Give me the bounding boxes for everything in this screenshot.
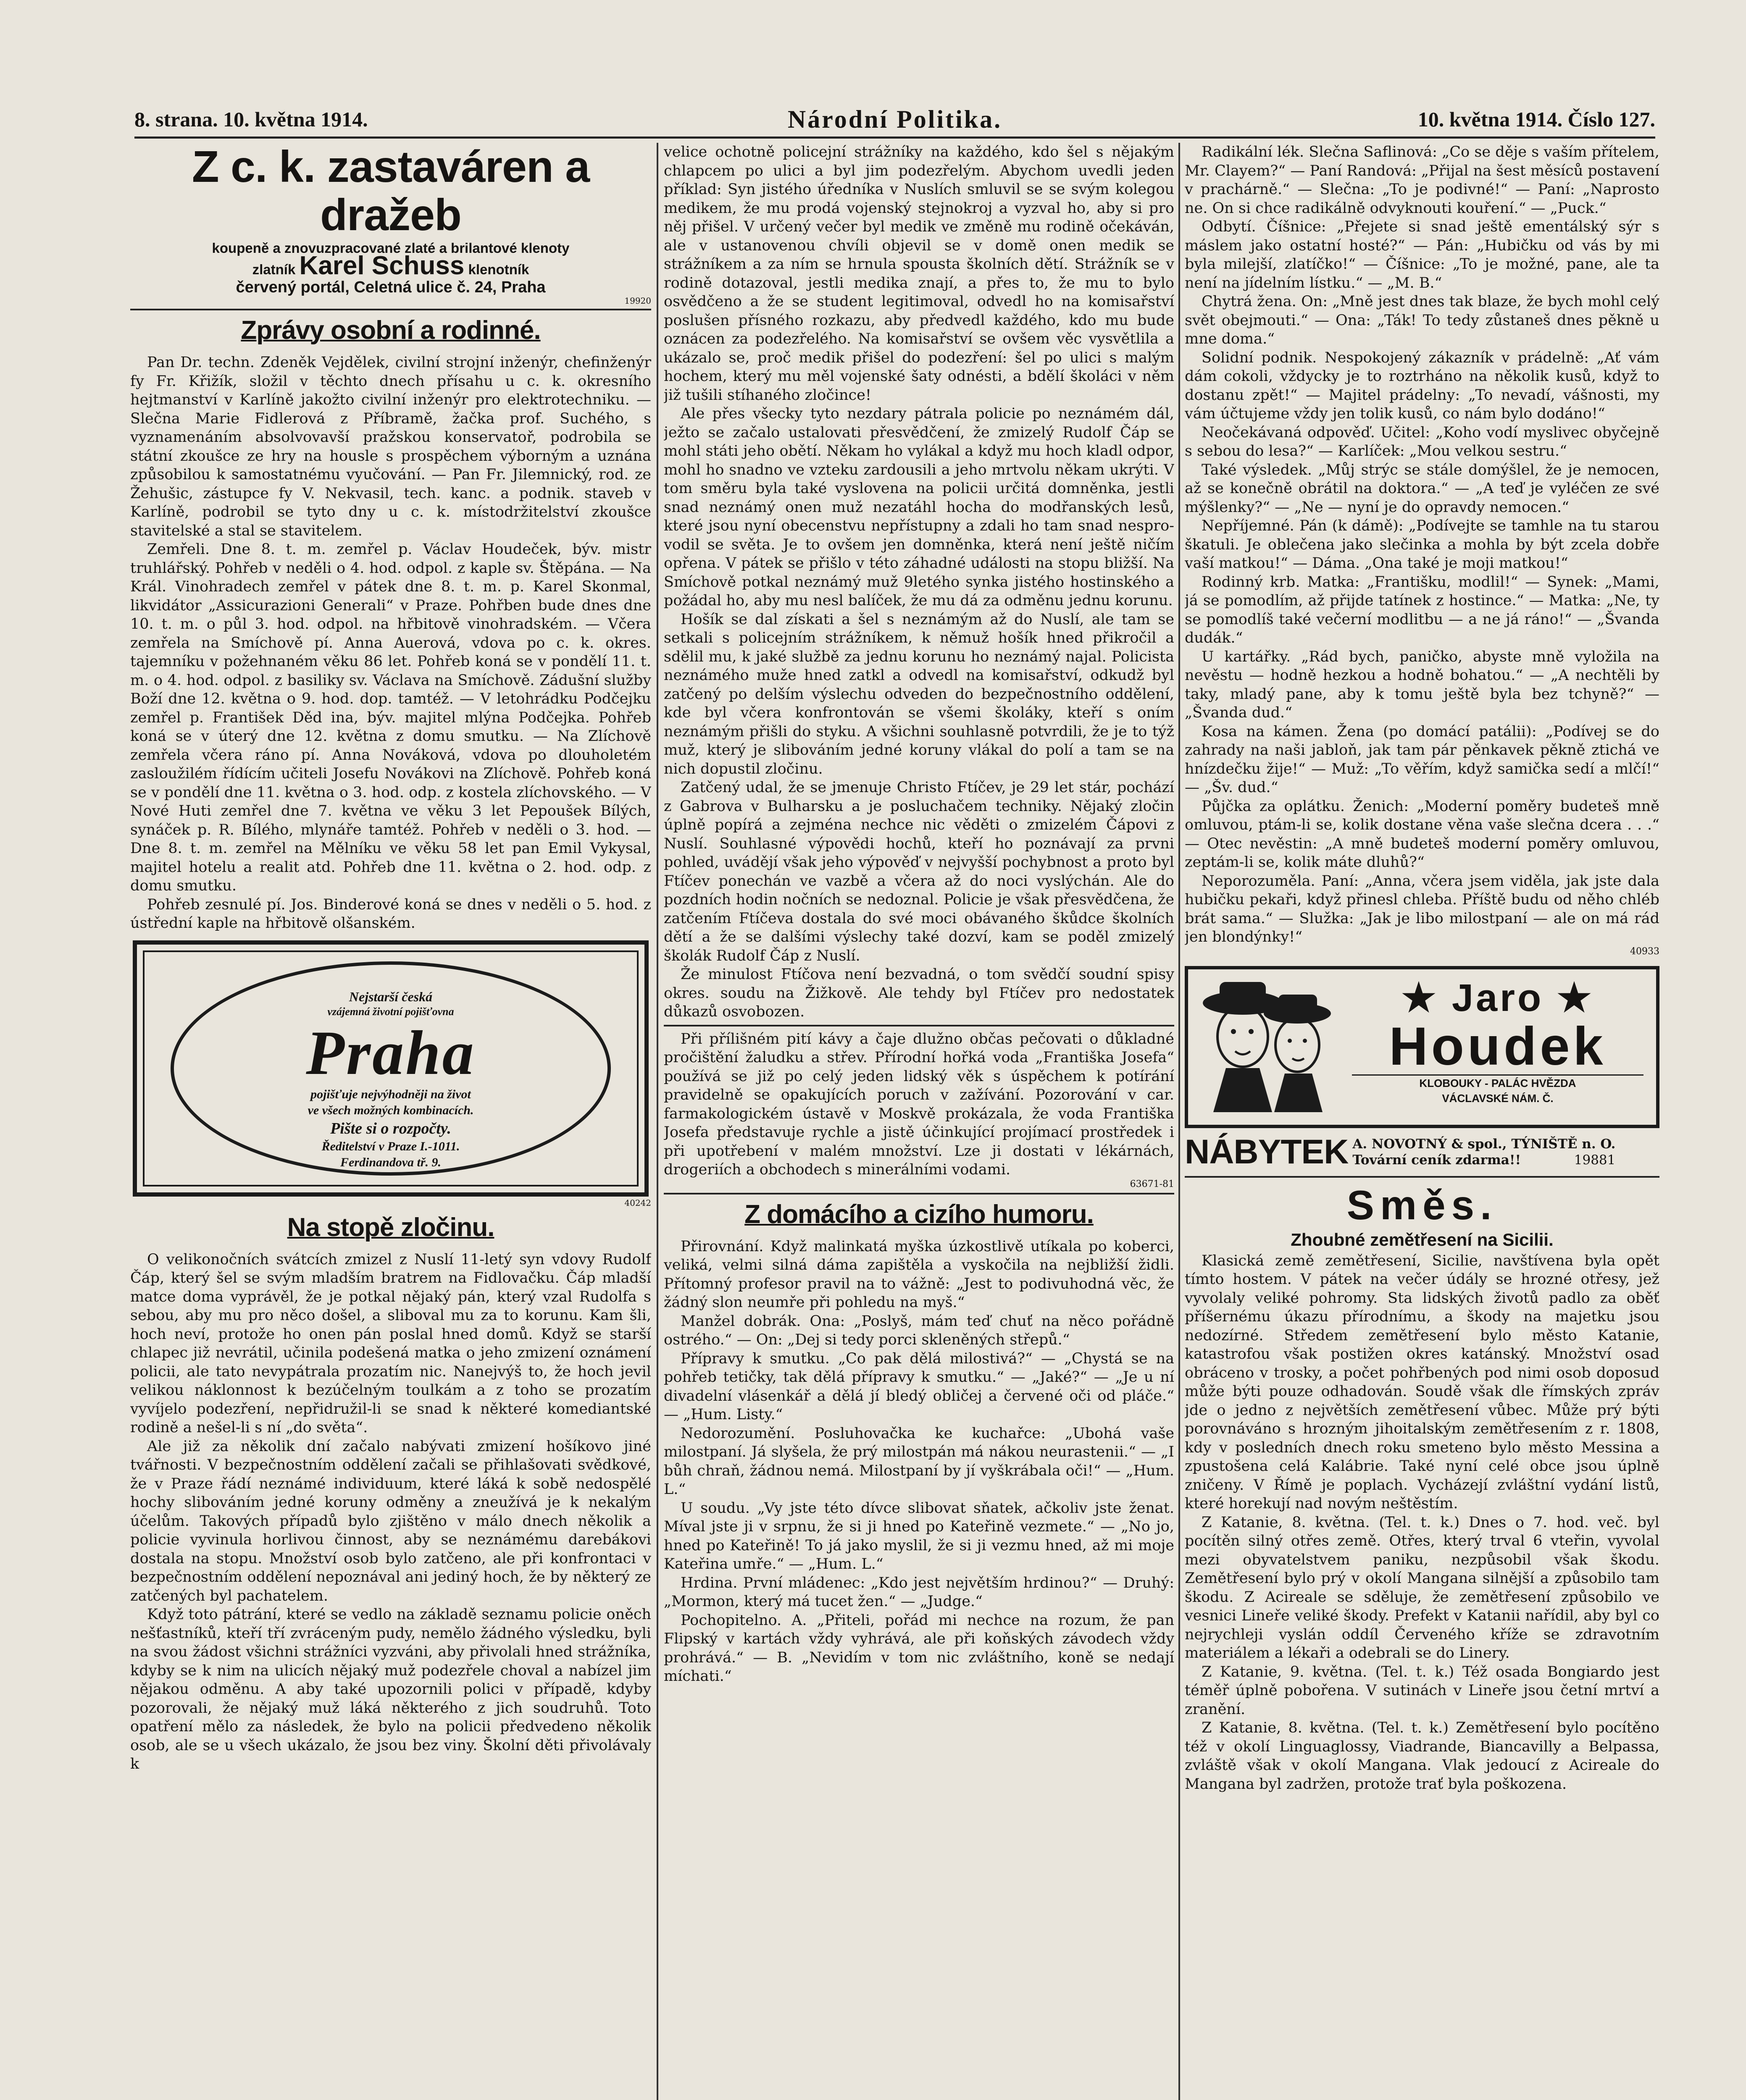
zpravy-paragraph: Pan Dr. techn. Zdeněk Vejdělek, civilní strojní inženýr, chefinženýr fy Fr. Křižík, složil v těchto dnech přísahu u c. k. okresního hejtmanství v Karlíně jakožto civilní inženýr pro elektrotechniku. — Slečna Marie Fidlerová z Příbramě, žačka prof. Suchého, s vyznamenáním absolvovavší pražskou konservatoř, podrobila se státní zkoušce ze hry na housle s prospěchem výborným a uznána způsobilou k samostatnému vyučování. — Pan Fr. Jilemnický, rod. ze Žehušic, zástupce fy V. Nekvasil, tech. kanc. a podnik. staveb v Karlíně, podrobil se tyto dny u c. k. místodržitelství zkoušce stavitelské a stal se stavitelem. <box>130 354 651 539</box>
zpravy-body <box>130 353 651 933</box>
zpravy-paragraph: Pohřeb zesnulé pí. Jos. Binderové koná se dnes v neděli o 5. hod. z ústřední kaple na hřbitově olšanském. <box>130 896 651 932</box>
stope-cont-paragraph: Zatčený udal, že se jmenuje Christo Ftíčev, je 29 let stár, pochází z Gabrova v Bulharsku a je posluchačem techniky. Nějaký zločin úplně popírá a zejména nechce nic věděti o zmizelém Čápovi z Nuslí. Souhlasné výpovědi hochů, kteří ho poznávají za prvni pohled, uvádějí však jeho výpověď v nejvyšší pochybnost a proto byl Ftíčev ponechán ve vazbě a včera až do noci vyslýchán. Ale do pozdních hodin nočních se nedoznal. Policie je však přesvědčena, že zatčením Ftíčeva dostala do své moci obávaného škůdce školních dětí a že se dalšími výslechy také dozví, kam se poděl zmizelý školák Rudolf Čáp z Nuslí. <box>664 779 1174 964</box>
humor-cont-paragraph: Neporozuměla. Paní: „Anna, včera jsem viděla, jak jste dala hubičku pekaři, když přinesl chleba. Příště budu od něho chléb brát sama.“ — Služka: „Jak je libo milostpaní — ale on má rád jen blondýnky!“ <box>1185 872 1659 945</box>
schuss-ad-line2 <box>130 251 651 280</box>
humor-paragraph: Manžel dobrák. Ona: „Poslyš, mám teď chuť na něco pořádně ostrého.“ — On: „Dej si tedy porci skleněných střepů.“ <box>664 1312 1174 1348</box>
stope-continued <box>664 143 1174 1021</box>
praha-ad-line6: Ředitelství v Praze I.-1011. <box>321 1139 460 1153</box>
jaro-ad-text <box>1344 977 1652 1106</box>
jaro-houdek-ad <box>1185 966 1659 1128</box>
schuss-ad-line1: koupeně a znovuzpracované zlaté a brilantové klenoty <box>212 240 570 256</box>
praha-ad-line5: Pište si o rozpočty. <box>330 1119 451 1137</box>
two-men-illustration <box>1196 978 1335 1112</box>
sicily-paragraph: Z Katanie, 8. května. (Tel. t. k.) Dnes o 7. hod. več. byl pocítěn silný otřes země. Otřes, který trval 6 vteřin, vyvolal mezi obyvatelstvem paniku, nezpůsobil však škodu. Zemětřesení bylo prý v okolí Mangana silnější a způsobilo tam škodu. Z Acireale se sděluje, že zemětřesení způsobilo ve vesnici Lineře veliké škody. Prefekt v Katanii nařídil, aby byl co nejrychleji vyslán oddíl Červeného kříže se zdravotním materiálem a lékaři a odebrali se do Linery. <box>1185 1514 1659 1662</box>
praha-ad-line4: ve všech možných kombinacích. <box>308 1103 474 1117</box>
humor-paragraph: U soudu. „Vy jste této dívce slibovat sňatek, ačkoliv jste ženat. Míval jste ji v srpnu, že si ji hned po Kateřině vezmete.“ — „No jo, hned po Kateřině! To já jako myslil, že si ji vezmu hned, až mi moje Kateřina umře.“ — „Hum. L.“ <box>664 1499 1174 1572</box>
humor-paragraph: Hrdina. První mládenec: „Kdo jest největším hrdinou?“ — Druhý: „Mormon, který má tucet žen.“ — „Judge.“ <box>664 1574 1174 1610</box>
newspaper-title: Národní Politika. <box>787 105 1002 133</box>
sicily-paragraph: Z Katanie, 8. května. (Tel. t. k.) Zemětřesení bylo pocítěno též v okolí Linguaglossy, Viadrande, Biancavilly a Belpassa, zvláště však v okolí Mangana. Vlak jedoucí z Acireale do Mangana byl zadržen, protože trať byla poškozena. <box>1185 1719 1659 1793</box>
separator <box>1185 1176 1659 1178</box>
column-1 <box>130 143 651 2100</box>
stope-cont-paragraph: Hošík se dal získati a šel s neznámým až do Nuslí, ale tam se setkali s policejním strážníkem, k němuž hošík hned přikročil a sdělil mu, k jaké službě za jednu korunu ho neznámý najal. Policista neznámého muže hned zatkl a odvedl na komisařství, odkudž byl zatčený po delším výslechu odveden do bezpečnostního oddělení, kde byl včera konfrontován se všemi školáky, kteří s oním neznámým přišli do styku. A všichni souhlasně potvrdili, že je to týž muž, který je slibováním jedné koruny vlákal do polí a tam se na nich dopustil zločinu. <box>664 611 1174 777</box>
header-issue: 10. května 1914. Číslo 127. <box>1417 108 1655 131</box>
sicily-paragraph: Z Katanie, 9. května. (Tel. t. k.) Též osada Bongiardo jest téměř úplně pobořena. V sutinách v Lineře jsou četní mrtví a zranění. <box>1185 1663 1659 1718</box>
jaro-ad-line2: Houdek <box>1389 1016 1607 1076</box>
column-rule-1 <box>657 143 658 2100</box>
humor-number: 40933 <box>1630 946 1659 957</box>
separator <box>664 1025 1174 1026</box>
schuss-ad-address: červený portál, Celetná ulice č. 24, Praha <box>236 278 546 296</box>
stope-title: Na stopě zločinu. <box>287 1213 494 1242</box>
humor-cont-paragraph: Chytrá žena. On: „Mně jest dnes tak blaze, že bych mohl celý svět obejmouti.“ — Ona: „Ták! To tedy zůstaneš dnes pěkně u mne doma.“ <box>1185 293 1659 347</box>
column-rule-2 <box>1178 143 1180 2100</box>
nabytek-ad <box>1185 1132 1659 1172</box>
stope-cont-paragraph: velice ochotně policejní strážníky na každého, kdo šel s nějakým chlapcem po ulici a byl jim podezřelým. Abychom uvedli jeden příklad: Syn jistého úředníka v Nuslích smluvil se se svým kolegou medikem, že mu prodá vojenský stejnokroj a vyzval ho, aby si pro něj přišel. V určený večer byl medik ve změně mu rodině očekáván, ale v ustanovenou chvíli objevil se v domě onen medik se strážníkem a za ním se hrnula spousta školních dětí. Strážník se v rodině dotazoval, jestli medika znají, a přes to, že mu to bylo osvědčeno a že se student legitimoval, odvedl ho na komisařství poslušen přísného rozkazu, aby předvedl každého, kdo mu bude oznácen za podezřelého. Na komisařství se ovšem věc vysvětlila a ukázalo se, proč medik přišel do podezření: šel po ulici s malým hochem, který mu měl vojenské šaty odnésti, a bdělí školáci v něm již tušili stíhaného zločince! <box>664 144 1174 404</box>
praha-ad-line7: Ferdinandova tř. 9. <box>340 1155 442 1169</box>
nabytek-ad-number: 19881 <box>1574 1152 1616 1168</box>
sicily-body <box>1185 1252 1659 1794</box>
sicily-title: Zhoubné zemětřesení na Sicilii. <box>1291 1229 1554 1250</box>
humor-paragraph: Pochopitelno. A. „Přiteli, pořád mi nechce na rozum, že pan Flipský v kartách vždy vyhrává, ale při koňských závodech vždy prohrává.“ — B. „Nevidím v tom nic zvláštního, koně se nedají míchati.“ <box>664 1612 1174 1685</box>
humor-cont-paragraph: U kartářky. „Rád bych, paničko, abyste mně vyložila na nevěstu — hodně hezkou a hodně bohatou.“ — „A nechtěli by taky, mladý pane, aby k tomu ještě byla bez tchyně?“ — „Švanda dud.“ <box>1185 648 1659 721</box>
praha-ad-big: Praha <box>306 1018 476 1088</box>
humor-cont-paragraph: Také výsledek. „Můj strýc se stále domýšlel, že je nemocen, až se konečně obrátil na doktora.“ — „A teď je vyléčen ze své mýšlenky?“ — „Ne — nyní je do opravdy nemocen.“ <box>1185 461 1659 516</box>
humor-paragraph: Přípravy k smutku. „Co pak dělá milostivá?“ — „Chystá se na pohřeb tetičky, tak dělá přípravy k smutku.“ — „Jaké?“ — „Je u ní divadelní vlásenkář a dělá jí bledý obličej a červené oči od pláče.“ — „Hum. Listy.“ <box>664 1350 1174 1423</box>
praha-ad-line2: vzájemná životní pojišťovna <box>327 1005 454 1018</box>
praha-insurance-ad <box>133 940 649 1197</box>
nabytek-ad-title: NÁBYTEK <box>1185 1132 1349 1171</box>
nabytek-ad-info <box>1352 1136 1615 1168</box>
humor-cont-paragraph: Nepříjemné. Pán (k dámě): „Podívejte se tamhle na tu starou škatuli. Je oblečena jako slečinka a mohla by být zcela dobře vaší matkou!“ — Dáma. „Ona také je moji matkou!“ <box>1185 517 1659 572</box>
stope-paragraph: Když toto pátrání, které se vedlo na základě seznamu policie oněch nešťastníků, kteří tří zvráceným pudy, nemělo žádného výsledku, byli na svou žádost všichni strážníci vyzváni, aby přivolali hned strážníka, kdyby se k nim na ulicích nějaký muž podezřele choval a nabízel jim nějakou odměnu. A aby také upozornili polici v případě, kdyby pozorovali, že nějaký muž láká některého z jich soudruhů. Toto opatření mělo za následek, že bylo na policii předvedeno několik osob, ale se u všech ukázalo, že jsou bez viny. Školní děti přivolávaly k <box>130 1606 651 1772</box>
humor-cont-paragraph: Odbytí. Číšnice: „Přejete si snad ještě ementálský sýr s máslem jako ostatní hosté?“ — Pán: „Hubičku od vás by mi byla milejší, zlatíčko!“ — Číšnice: „To je možné, pane, ale ta není na jídelním lístku.“ — „M. B.“ <box>1185 218 1659 291</box>
stope-cont-paragraph: Že minulost Ftíčova není bezvadná, o tom svědčí soudní spisy okres. soudu na Žižkově. Ale tehdy byl Ftíčev pro nedostatek důkazů osvobozen. <box>664 966 1174 1020</box>
separator <box>130 309 651 310</box>
separator <box>664 1193 1174 1194</box>
schuss-ad-prefix: zlatník <box>252 262 296 277</box>
smes-title: Směs. <box>1346 1181 1498 1228</box>
sicily-paragraph: Klasická země zemětřesení, Sicilie, navštívena byla opět tímto hostem. V pátek na večer údály se hrozné otřesy, jež vyvolaly veliké pohromy. Sta lidských životů padlo za oběť příšernému úkazu přírodnímu, a škody na majetku jsou nedozírné. Středem zemětřesení bylo město Katanie, katastrofou však postižen okres katánský. Množství osad obráceno v trosky, a počet pohřbených pod nimi osob doposud může býti pouze odhadován. Soudě však dle římských zpráv jde o jedno z největších zemětřesení vůbec. Může prý býti porovnáváno s hrozným jihoitalským zemětřesením z r. 1808, kdy v posledních dnech roku smeteno bylo město Messina a zpustošena celá Kalábrie. Také nyní celé obce jsou úplně zničeny. V Římě je poplach. Vycházejí zvláštní vydání listů, které horekují nad novým neštěstím. <box>1185 1252 1659 1512</box>
humor-cont-paragraph: Kosa na kámen. Žena (po domácí patálii): „Podívej se do zahrady na naši jabloň, jak tam pár pěnkavek pěkně ztichá ve hnízdečku žije!“ — Muž: „To věřím, když samička sedí a mlčí!“ — „Šv. dud.“ <box>1185 723 1659 796</box>
jaro-ad-line3: KLOBOUKY - PALÁC HVĚZDA <box>1352 1074 1643 1091</box>
column-3 <box>1185 143 1659 2100</box>
praha-ad-oval <box>171 961 611 1176</box>
header-date-page: 8. strana. 10. května 1914. <box>134 108 368 131</box>
jaro-ad-line4: VÁCLAVSKÉ NÁM. Č. <box>1442 1092 1554 1105</box>
humor-paragraph: Přirovnání. Když malinkatá myška úzkostlivě utíkala po koberci, veliká, velmi silná dáma zapištěla a vyskočila na nejbližší židli. Přítomný profesor pravil na to vážně: „Jest to podivuhodná věc, že žádný slon neumře při pohledu na myš.“ <box>664 1238 1174 1311</box>
humor-cont-paragraph: Radikální lék. Slečna Saflinová: „Co se děje s vaším přítelem, Mr. Clayem?“ — Paní Randová: „Přijal na šest měsíců postavení v prachárně.“ — Slečna: „To je podivné!“ — Paní: „Naprosto ne. On si chce radikálně odvyknouti kouření.“ — „Puck.“ <box>1185 144 1659 217</box>
coffee-ad-text: Při přílišném pití kávy a čaje dlužno občas pečovati o důkladné pročištění žaludku a střev. Přírodní hořká voda „Františka Josefa“ používá se již po celý jeden lidský věk s úspěchem k potírání pravidelně se opakujících poruch v zažívání. Pozorování v car. farmakologickém ústavě v Moskvě prokázala, že voda Františka Josefa představuje rychle a jistě účinkující projímací prostředek i při upotřebení v malém množství. Lze ji dostati v lékárnách, drogeriích a obchodech s minerálními vodami. <box>664 1030 1174 1178</box>
schuss-ad-suffix: klenotník <box>468 262 529 277</box>
coffee-ad <box>664 1030 1174 1179</box>
schuss-ad-title: Z c. k. zastaváren a dražeb <box>192 143 590 240</box>
humor-body <box>664 1237 1174 1686</box>
nabytek-ad-line1: A. NOVOTNÝ & spol., TÝNIŠTĚ n. O. <box>1352 1136 1616 1152</box>
humor-cont-paragraph: Neočekávaná odpověď. Učitel: „Koho vodí myslivec obyčejně s sebou do lesa?“ — Karlíček: „Mou velkou sestru.“ <box>1185 424 1659 459</box>
praha-ad-line1: Nejstarší česká <box>349 989 433 1004</box>
praha-ad-line3: pojišťuje nejvýhodněji na život <box>310 1087 471 1101</box>
stope-paragraph: O velikonočních svátcích zmizel z Nuslí 11-letý syn vdovy Rudolf Čáp, který šel se svým mladším bratrem na Fidlovačku. Čáp mladší matce doma vyprávěl, že je potkal nějaký pán, který vzal Rudolfa s sebou, aby mu pro něco došel, a sliboval mu za to korunu. Kam šli, hoch neví, protože ho onen pán poslal hned domů. Když se starší chlapec již nevrátil, učinila podešená matka o jeho zmizení oznámení policii, ale tato nevypátrala prozatím nic. Nanejvýš to, že hoch jevil velikou náklonnost k bezúčelným toulkám a z toho se prozatím vyvíjelo podezření, nepřidružil-li se snad k některé komediantské rodině a nešel-li s ní „do světa“. <box>130 1251 651 1436</box>
jaro-ad-line1: ★ Jaro ★ <box>1401 976 1594 1019</box>
nabytek-ad-line2: Tovární ceník zdarma!! 19881 <box>1352 1152 1616 1168</box>
humor-cont-paragraph: Rodinný krb. Matka: „Františku, modlil!“ — Synek: „Mami, já se pomodlím, až přijde tatínek z hostince.“ — Matka: „Ne, ty se pomodlíš také večerní modlitbu — a ne já ráno!“ — „Švanda dudák.“ <box>1185 573 1659 646</box>
zpravy-paragraph: Zemřeli. Dne 8. t. m. zemřel p. Václav Houdeček, býv. mistr truhlářský. Pohřeb v neděli o 4. hod. odpol. z kaple sv. Štěpána. — Na Král. Vinohradech zemřel v pátek dne 8. t. m. p. Karel Skonmal, likvidátor „Assicurazioni Generali“ v Praze. Pohřben bude dnes dne 10. t. m. o půl 3. hod. odpol. na hřbitově vinohradském. — Včera zemřela na Smíchově pí. Anna Auerová, vdova po c. k. okres. tajemníku v požehnaném věku 86 let. Pohřeb koná se v pondělí 11. t. m. o 4. hod. odpol. z basiliky sv. Václava na Smíchově. Zádušní služby Boží dne 12. května o 9. hod. dop. tamtéž. — V letohrádku Podčejku zemřel p. František Děd ina, býv. majitel mlýna Podčejka. Pohřeb koná se v úterý dne 12. května z domu smutku. — Na Zlíchově zemřela včera ráno pí. Anna Nováková, vdova po dlouholetém zasloužilém řídícím učiteli Josefu Novákovi na Zlíchově. Pohřeb koná se v pondělí dne 11. května o 3. hod. odp. z kostela zlíchovského. — V Nové Huti zemřel dne 7. května ve věku 3 let Pepoušek Bílých, synáček p. R. Bílého, mlynáře tamtéž. Pohřeb v neděli o 3. hod. — Dne 8. t. m. zemřel na Mělníku ve věku 58 let pan Emil Vykysal, majitel hotelu a realit atd. Pohřeb dne 11. května o 2. hod. odp. z domu smutku. <box>130 541 651 894</box>
schuss-ad-name: Karel Schuss <box>299 251 465 280</box>
praha-ad-number: 40242 <box>624 1197 651 1208</box>
stope-body <box>130 1250 651 1774</box>
coffee-ad-number: 63671-81 <box>1130 1179 1174 1189</box>
page-header <box>134 107 1655 139</box>
schuss-ad-number: 19920 <box>624 296 651 306</box>
humor-cont-paragraph: Půjčka za oplátku. Ženich: „Moderní poměry budeteš mně omluvou, ptám-li se, kolik dostane věna vaše slečna dcera . . .“ — Otec nevěstin: „A mně budeteš moderní poměry omluvou, zeptám-li se, kolik máte dluhů?“ <box>1185 798 1659 871</box>
zpravy-title: Zprávy osobní a rodinné. <box>241 316 541 345</box>
humor-cont-paragraph: Solidní podnik. Nespokojený zákazník v prádelně: „Ať vám dám cokoli, vždycky je to roztrháno na několik kusů, když to dostanu zpět!“ — Majitel prádelny: „To nevadí, vášnosti, my vám účtujeme vždy jen tolik kusů, co nám bylo dodáno!“ <box>1185 349 1659 422</box>
column-2 <box>664 143 1174 2100</box>
stope-paragraph: Ale již za několik dní začalo nabývati zmizení hošíkovo jiné tvářnosti. V bezpečnostním oddělení začali se přihlašovati svědkové, že v Praze řádí neznámé individuum, které láká k sobě nedospělé hochy slibováním jedné koruny odměny a zneužívá je k nekalým účelům. Takových případů bylo zjištěno v málo dnech několik a policie vyvinula horlivou činnost, aby se neznámému darebákovi dostala na stopu. Množství osob bylo zatčeno, ale při konfrontaci v bezpečnostním oddělení nepoznával ani jediný hoch, že by některý ze zatčených byl pachatelem. <box>130 1438 651 1604</box>
stope-cont-paragraph: Ale přes všecky tyto nezdary pátrala policie po neznámém dál, ježto se začalo ustalovati přesvědčení, že zmizelý Rudolf Čáp se mohl státi jeho obětí. Někam ho vylákal a když mu hoch kladl odpor, mohl ho snadno ve vzteku zardousili a jeho mrtvolu někam ukrýti. V tom směru byla také vyslovena na policii určitá domněnka, jestli snad neznámý onen muž nezatáhl hocha do modřanských lesů, které jsou nyní obecenstvu nepřístupny a zdali ho tam snad nespro-vodil se světa. Je to ovšem jen domněnka, která není ještě ničím opřena. V pátek se přišlo v této záhadné události na stopu bližší. Na Smíchově potkal neznámý muž 9letého synka jistého hostinského a požádal ho, aby mu nesl balíček, že mu dá za odměnu jednu korunu. <box>664 405 1174 609</box>
humor-paragraph: Nedorozumění. Posluhovačka ke kuchařce: „Ubohá vaše milostpaní. Já slyšela, že prý milostpán má nákou neurastenii.“ — „I bůh chraň, žádnou nemá. Milostpaní by jí vyškrábala oči!“ — „Hum. L.“ <box>664 1425 1174 1498</box>
humor-title: Z domácího a cizího humoru. <box>744 1200 1094 1229</box>
humor-continued <box>1185 143 1659 947</box>
